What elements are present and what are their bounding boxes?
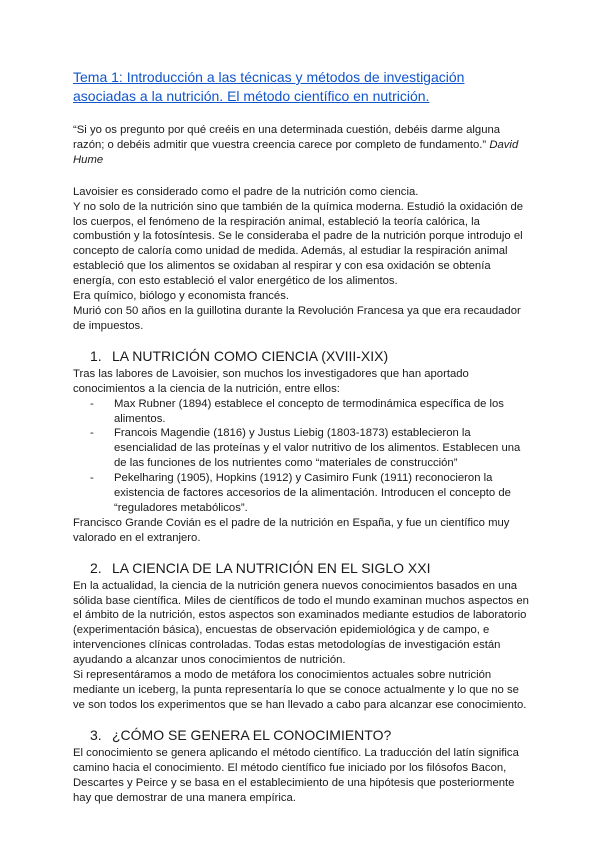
section-2-number: 2. [90, 559, 102, 576]
quote-text: “Si yo os pregunto por qué creéis en una determinada cuestión, debéis darme alguna razón; o debéis admitir que vuestra creencia carece por completo de fundamento.” [73, 124, 501, 151]
researchers-list [73, 397, 531, 516]
list-item-text: Francois Magendie (1816) y Justus Liebig (1803-1873) establecieron la esencialidad de las proteínas y el valor nutritivo de los alimentos. Establecen una de las funciones de los nutrientes como “materiales de construcción” [114, 427, 521, 470]
intro-paragraph-3: Era químico, biólogo y economista francés. [73, 290, 290, 303]
section-3-paragraph-1: El conocimiento se genera aplicando el método científico. La traducción del latín significa camino hacia el conocimiento. El método científico fue iniciado por los filósofos Bacon, Descartes y Peirce y se basa en el establecimiento de una hipótesis que posteriormente hay que demostrar de una manera empírica. [73, 746, 519, 804]
list-item [90, 471, 531, 516]
section-1-closing: Francisco Grande Covián es el padre de la nutrición en España, y fue un científico muy valorado en el extranjero. [73, 516, 510, 544]
list-item [90, 397, 531, 427]
dash-bullet: - [90, 472, 94, 485]
section-3-number: 3. [90, 726, 102, 743]
section-2-heading [90, 559, 531, 577]
dash-bullet: - [90, 427, 94, 440]
section-2-paragraph-2: Si representáramos a modo de metáfora los conocimientos actuales sobre nutrición mediante un iceberg, la punta representaría lo que se conoce actualmente y lo que no se ve son todos los experimentos que se han llevado a cabo para alcanzar ese conocimiento. [73, 669, 527, 711]
quote-author: David Hume [73, 138, 519, 166]
document-page [73, 68, 531, 805]
dash-bullet: - [90, 397, 94, 410]
section-3-title: ¿CÓMO SE GENERA EL CONOCIMIENTO? [112, 726, 392, 743]
list-item [90, 426, 531, 471]
section-1-title: LA NUTRICIÓN COMO CIENCIA (XVIII-XIX) [112, 347, 389, 364]
section-1-lead: Tras las labores de Lavoisier, son muchos los investigadores que han aportado conocimientos a la ciencia de la nutrición, entre ellos: [73, 367, 469, 395]
section-2-title: LA CIENCIA DE LA NUTRICIÓN EN EL SIGLO XXI [112, 559, 431, 576]
document-title[interactable]: Tema 1: Introducción a las técnicas y métodos de investigación asociadas a la nutrición. El método científico en nutrición. [73, 69, 465, 104]
intro-paragraph-2: Y no solo de la nutrición sino que también de la química moderna. Estudió la oxidación de los cuerpos, el fenómeno de la respiración animal, estableció la teoría calórica, la combustión y la fotosíntesis. Se le consideraba el padre de la nutrición porque introdujo el concepto de caloría como unidad de medida. Además, al estudiar la respiración animal estableció que los alimentos se oxidaban al respirar y con esa oxidación se obtenía energía, con esto estableció el valor energético de los alimentos. [73, 200, 524, 288]
intro-paragraph-1: Lavoisier es considerado como el padre de la nutrición como ciencia. [73, 185, 419, 198]
list-item-text: Pekelharing (1905), Hopkins (1912) y Casimiro Funk (1911) reconocieron la existencia de factores accesorios de la alimentación. Introducen el concepto de “reguladores metabólicos”. [114, 472, 511, 514]
section-2-paragraph-1: En la actualidad, la ciencia de la nutrición genera nuevos conocimientos basados en una sólida base científica. Miles de científicos de todo el mundo examinan muchos aspectos en el ámbito de la nutrición, estos aspectos son examinados mediante estudios de laboratorio (experimentación básica), encuestas de observación epidemiológica y de campo, e intervenciones clínicas controladas. Todas estas metodologías de investigación están ayudando a alcanzar unos conocimientos de nutrición. [73, 579, 529, 667]
section-1-number: 1. [90, 347, 102, 364]
section-1-heading [90, 347, 531, 365]
intro-paragraph-4: Murió con 50 años en la guillotina durante la Revolución Francesa ya que era recaudador de impuestos. [73, 304, 521, 332]
list-item-text: Max Rubner (1894) establece el concepto de termodinámica específica de los alimentos. [114, 397, 504, 425]
hume-quote [73, 123, 531, 168]
section-3-heading [90, 726, 531, 744]
